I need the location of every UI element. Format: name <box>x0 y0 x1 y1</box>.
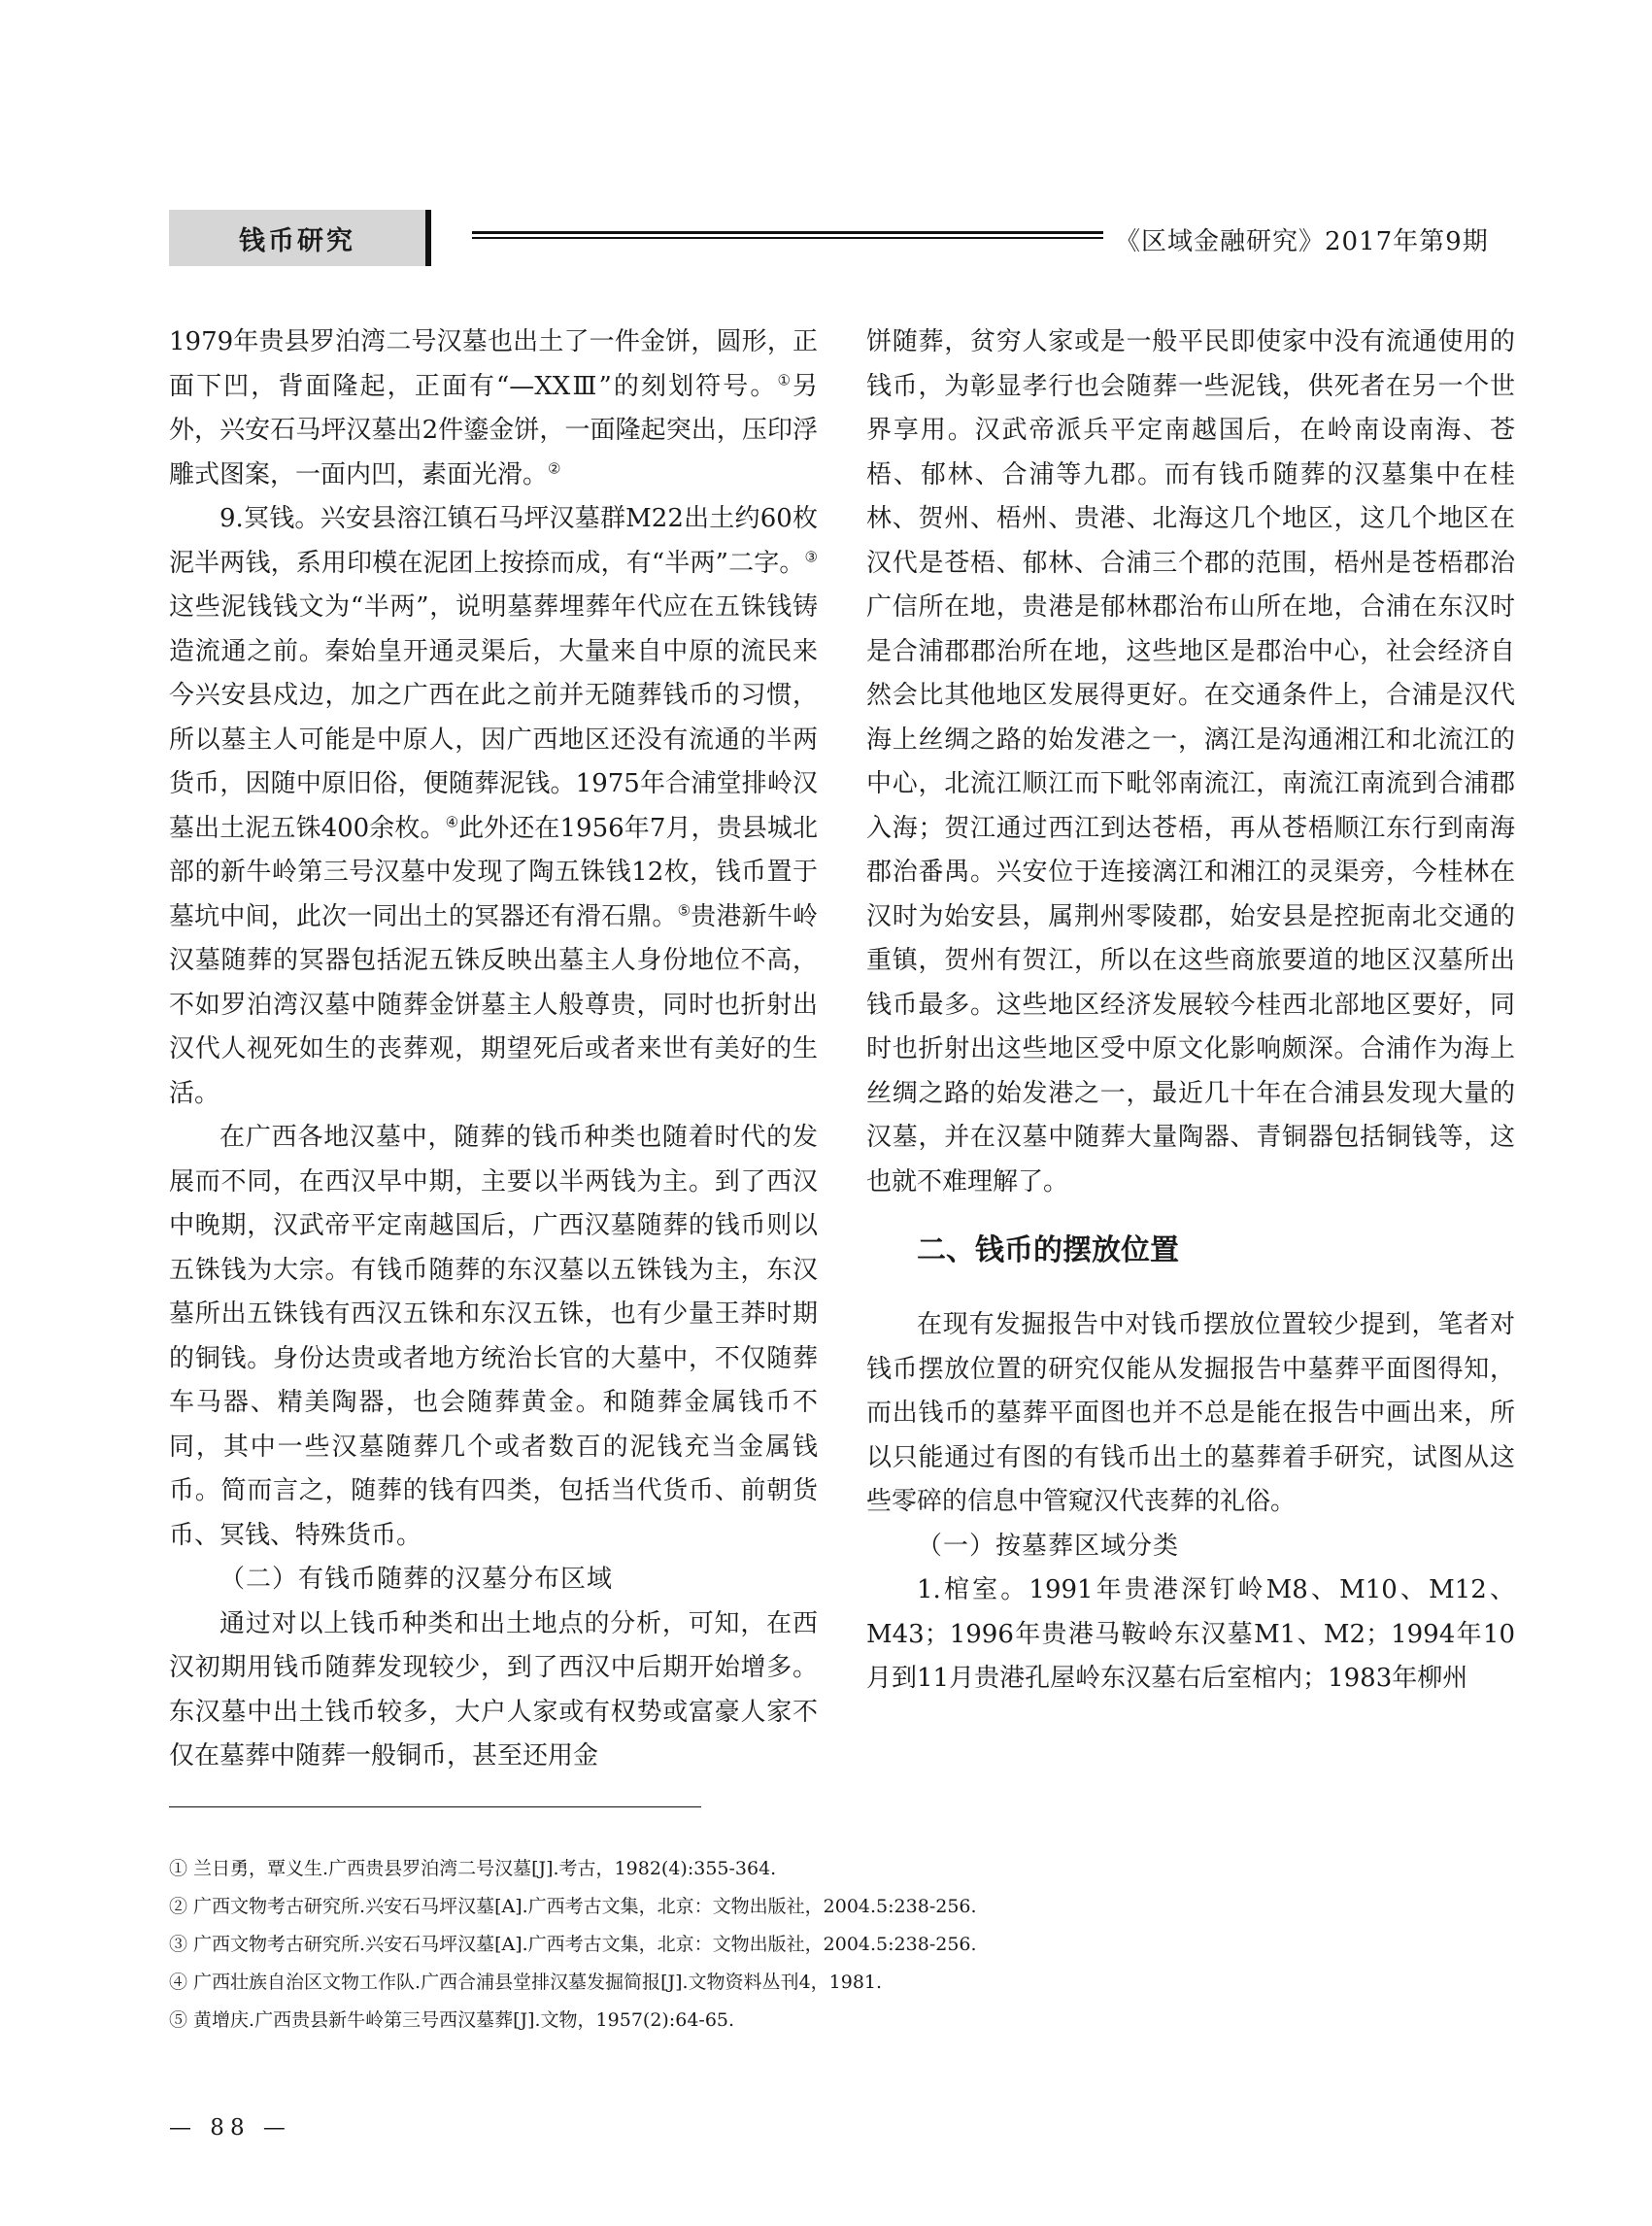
paragraph: 饼随葬，贫穷人家或是一般平民即使家中没有流通使用的钱币，为彰显孝行也会随葬一些泥钱，供死者在另一个世界享用。汉武帝派兵平定南越国后，在岭南设南海、苍梧、郁林、合浦等九郡。而有钱币随葬的汉墓集中在桂林、贺州、梧州、贵港、北海这几个地区，这几个地区在汉代是苍梧、郁林、合浦三个郡的范围，梧州是苍梧郡治广信所在地，贵港是郁林郡治布山所在地，合浦在东汉时是合浦郡郡治所在地，这些地区是郡治中心，社会经济自然会比其他地区发展得更好。在交通条件上，合浦是汉代海上丝绸之路的始发港之一，漓江是沟通湘江和北流江的中心，北流江顺江而下毗邻南流江，南流江南流到合浦郡入海；贺江通过西江到达苍梧，再从苍梧顺江东行到南海郡治番禺。兴安位于连接漓江和湘江的灵渠旁，今桂林在汉时为始安县，属荆州零陵郡，始安县是控扼南北交通的重镇，贺州有贺江，所以在这些商旅要道的地区汉墓所出钱币最多。这些地区经济发展较今桂西北部地区要好，同时也折射出这些地区受中原文化影响颇深。合浦作为海上丝绸之路的始发港之一，最近几十年在合浦县发现大量的汉墓，并在汉墓中随葬大量陶器、青铜器包括铜钱等，这也就不难理解了。 <box>866 327 1515 1197</box>
footnote-ref: ⑤ <box>677 900 691 919</box>
footnote-ref: ① <box>777 370 792 388</box>
paragraph: 通过对以上钱币种类和出土地点的分析，可知，在西汉初期用钱币随葬发现较少，到了西汉中后期开始增多。东汉墓中出土钱币较多，大户人家或有权势或富豪人家不仅在墓葬中随葬一般铜币，甚至还用金 <box>169 1608 818 1771</box>
section-label: 钱币研究 <box>169 210 431 266</box>
paragraph: 在广西各地汉墓中，随葬的钱币种类也随着时代的发展而不同，在西汉早中期，主要以半两钱为主。到了西汉中晚期，汉武帝平定南越国后，广西汉墓随葬的钱币则以五铢钱为大宗。有钱币随葬的东汉墓以五铢钱为主，东汉墓所出五铢钱有西汉五铢和东汉五铢，也有少量王莽时期的铜钱。身份达贵或者地方统治长官的大墓中，不仅随葬车马器、精美陶器，也会随葬黄金。和随葬金属钱币不同，其中一些汉墓随葬几个或者数百的泥钱充当金属钱币。简而言之，随葬的钱有四类，包括当代货币、前朝货币、冥钱、特殊货币。 <box>169 1123 818 1550</box>
footnote-ref: ② <box>548 458 561 477</box>
footnote-ref: ③ <box>804 547 818 565</box>
subsection-heading: （一）按墓葬区域分类 <box>917 1531 1180 1561</box>
section-heading: 二、钱币的摆放位置 <box>917 1233 1179 1267</box>
journal-title: 《区域金融研究》2017年第9期 <box>1115 227 1489 256</box>
right-column <box>866 320 1515 1702</box>
page-number: — 88 — <box>169 2115 291 2141</box>
footnote: ② 广西文物考古研究所.兴安石马坪汉墓[A].广西考古文集，北京：文物出版社，2004.5:238-256. <box>169 1896 977 1917</box>
footnote: ④ 广西壮族自治区文物工作队.广西合浦县堂排汉墓发掘简报[J].文物资料丛刊4，1981. <box>169 1972 883 1993</box>
paragraph: 1979年贵县罗泊湾二号汉墓也出土了一件金饼，圆形，正面下凹，背面隆起，正面有“—XXⅢ”的刻划符号。①另外，兴安石马坪汉墓出2件鎏金饼，一面隆起突出，压印浮雕式图案，一面内凹，素面光滑。② <box>169 327 818 489</box>
footnote: ③ 广西文物考古研究所.兴安石马坪汉墓[A].广西考古文集，北京：文物出版社，2004.5:238-256. <box>169 1934 977 1955</box>
paragraph: 9.冥钱。兴安县溶江镇石马坪汉墓群M22出土约60枚泥半两钱，系用印模在泥团上按捺而成，有“半两”二字。③这些泥钱钱文为“半两”，说明墓葬埋葬年代应在五铢钱铸造流通之前。秦始皇开通灵渠后，大量来自中原的流民来今兴安县戍边，加之广西在此之前并无随葬钱币的习惯，所以墓主人可能是中原人，因广西地区还没有流通的半两货币，因随中原旧俗，便随葬泥钱。1975年合浦堂排岭汉墓出土泥五铢400余枚。④此外还在1956年7月，贵县城北部的新牛岭第三号汉墓中发现了陶五铢钱12枚，钱币置于墓坑中间，此次一同出土的冥器还有滑石鼎。⑤贵港新牛岭汉墓随葬的冥器包括泥五铢反映出墓主人身份地位不高，不如罗泊湾汉墓中随葬金饼墓主人般尊贵，同时也折射出汉代人视死如生的丧葬观，期望死后或者来世有美好的生活。 <box>169 504 818 1108</box>
footnote: ⑤ 黄增庆.广西贵县新牛岭第三号西汉墓葬[J].文物，1957(2):64-65. <box>169 2009 735 2031</box>
left-column <box>169 320 818 1779</box>
footnote-divider <box>169 1806 701 1807</box>
paragraph: 1.棺室。1991年贵港深钉岭M8、M10、M12、M43；1996年贵港马鞍岭东汉墓M1、M2；1994年10月到11月贵港孔屋岭东汉墓右后室棺内；1983年柳州 <box>866 1575 1515 1693</box>
footnotes <box>169 1850 1432 2040</box>
footnote: ① 兰日勇，覃义生.广西贵县罗泊湾二号汉墓[J].考古，1982(4):355-364. <box>169 1858 777 1879</box>
paragraph: 在现有发掘报告中对钱币摆放位置较少提到，笔者对钱币摆放位置的研究仅能从发掘报告中墓葬平面图得知，而出钱币的墓葬平面图也并不总是能在报告中画出来，所以只能通过有图的有钱币出土的墓葬着手研究，试图从这些零碎的信息中管窥汉代丧葬的礼俗。 <box>866 1310 1515 1516</box>
footnote-ref: ④ <box>445 812 459 830</box>
header-rule <box>472 231 1103 239</box>
subsection-heading: （二）有钱币随葬的汉墓分布区域 <box>219 1565 614 1594</box>
